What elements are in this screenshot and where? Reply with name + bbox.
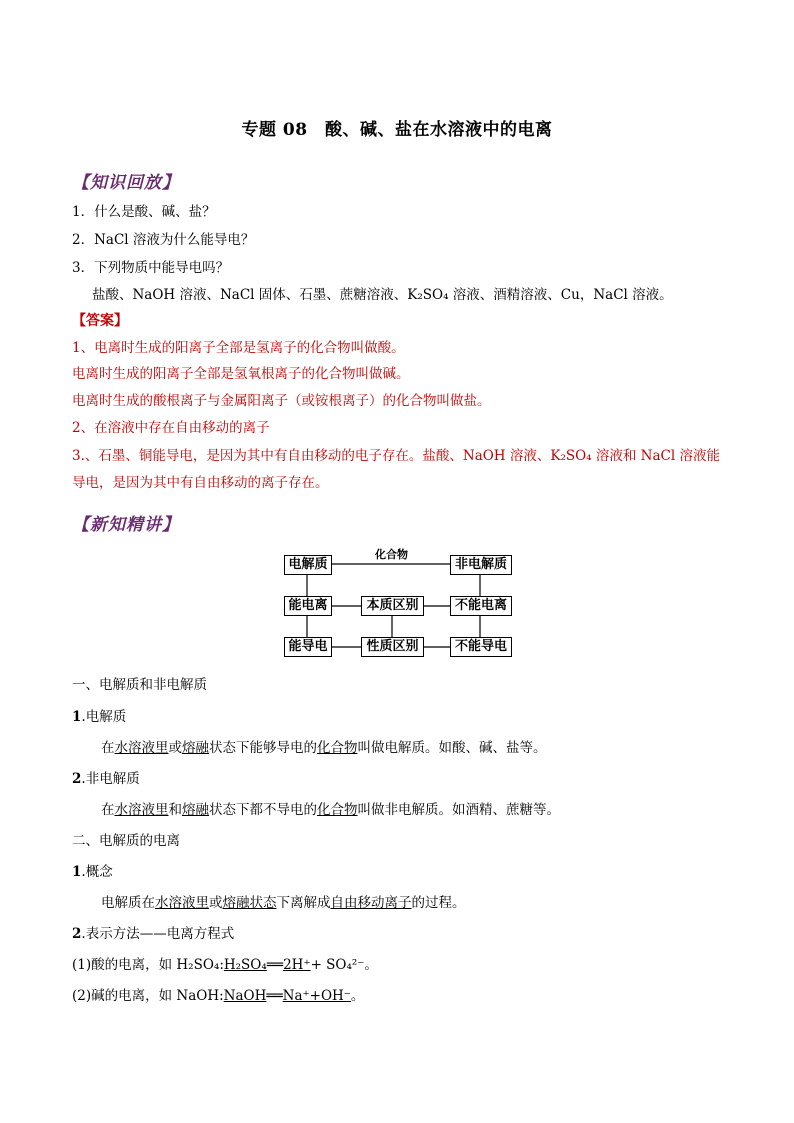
text-fragment: 叫做电解质。如酸、碱、盐等。 xyxy=(357,740,547,756)
subsection-number: 2 xyxy=(72,926,82,942)
electrolyte-definition xyxy=(101,736,547,756)
subsection-1-1 xyxy=(72,705,126,725)
box-cannot-conduct: 不能导电 xyxy=(450,637,512,657)
question-1: 1．什么是酸、碱、盐？ xyxy=(72,204,216,220)
acid-ionization-equation xyxy=(72,953,378,973)
section-1-heading: 一、电解质和非电解质 xyxy=(72,677,207,693)
answer-2: 2、在溶液中存在自由移动的离子 xyxy=(72,420,270,436)
box-property-difference: 性质区别 xyxy=(361,637,424,657)
equals-sign: ══ xyxy=(266,988,283,1004)
underlined-term: 2H⁺ xyxy=(283,957,311,973)
subsection-title: .概念 xyxy=(81,864,113,880)
underlined-term: H₂SO₄ xyxy=(223,957,267,973)
underlined-term: 水溶液里 xyxy=(114,740,169,756)
text-fragment: 在 xyxy=(101,740,115,756)
box-nonelectrolyte: 非电解质 xyxy=(450,555,512,575)
underlined-term: Na⁺+OH⁻ xyxy=(282,988,351,1004)
answer-3: 3.、石墨、铜能导电，是因为其中有自由移动的电子存在。盐酸、NaOH 溶液、K₂SO₄ 溶液和 NaCl 溶液能 xyxy=(72,448,720,464)
text-fragment: 状态下能够导电的 xyxy=(209,740,317,756)
text-fragment: + SO₄²⁻。 xyxy=(310,957,378,973)
base-ionization-equation xyxy=(72,984,364,1004)
subsection-number: 1 xyxy=(72,864,82,880)
ionization-definition xyxy=(101,891,466,911)
answer-label: 【答案】 xyxy=(72,313,128,329)
answer-1: 1、电离时生成的阳离子全部是氢离子的化合物叫做酸。 xyxy=(72,340,405,356)
text-fragment: 或 xyxy=(168,740,182,756)
review-heading: 【知识回放】 xyxy=(72,173,180,193)
question-3: 3．下列物质中能导电吗？ xyxy=(72,260,230,276)
subsection-title: .电解质 xyxy=(81,709,127,725)
concept-diagram xyxy=(280,540,520,660)
subsection-1-2 xyxy=(72,767,140,787)
text-fragment: 或 xyxy=(209,895,223,911)
answer-1-salt: 电离时生成的酸根离子与金属阳离子（或铵根离子）的化合物叫做盐。 xyxy=(72,393,491,409)
text-fragment: 电解质在 xyxy=(101,895,155,911)
underlined-term: 自由移动离子 xyxy=(330,895,412,911)
subsection-2-1 xyxy=(72,860,113,880)
box-can-conduct: 能导电 xyxy=(284,637,332,657)
underlined-term: 水溶液里 xyxy=(155,895,209,911)
answer-3-cont: 导电，是因为其中有自由移动的离子存在。 xyxy=(72,475,329,491)
subsection-number: 1 xyxy=(72,709,82,725)
underlined-term: 化合物 xyxy=(317,802,358,818)
text-fragment: 叫做非电解质。如酒精、蔗糖等。 xyxy=(357,802,560,818)
subsection-title: .表示方法——电离方程式 xyxy=(81,926,235,942)
box-essential-difference: 本质区别 xyxy=(361,596,424,616)
text-fragment: (1)酸的电离，如 H₂SO₄: xyxy=(72,957,224,973)
page-title: 专题 08 酸、碱、盐在水溶液中的电离 xyxy=(241,120,553,140)
diagram-top-label: 化合物 xyxy=(375,548,408,561)
underlined-term: 化合物 xyxy=(317,740,358,756)
nonelectrolyte-definition xyxy=(101,798,560,818)
box-can-ionize: 能电离 xyxy=(284,596,332,616)
text-fragment: 和 xyxy=(168,802,182,818)
text-fragment: 在 xyxy=(101,802,115,818)
text-fragment: (2)碱的电离，如 NaOH: xyxy=(72,988,224,1004)
equals-sign: ══ xyxy=(266,957,284,973)
text-fragment: 的过程。 xyxy=(411,895,466,911)
text-fragment: 下离解成 xyxy=(276,895,331,911)
new-knowledge-heading: 【新知精讲】 xyxy=(72,515,180,535)
subsection-title: .非电解质 xyxy=(81,771,140,787)
box-cannot-ionize: 不能电离 xyxy=(450,596,512,616)
underlined-term: 熔融状态 xyxy=(222,895,277,911)
text-fragment: 。 xyxy=(350,988,365,1004)
underlined-term: NaOH xyxy=(223,988,267,1004)
answer-1-base: 电离时生成的阳离子全部是氢氧根离子的化合物叫做碱。 xyxy=(72,366,410,382)
underlined-term: 水溶液里 xyxy=(114,802,169,818)
box-electrolyte: 电解质 xyxy=(284,555,332,575)
question-3-items: 盐酸、NaOH 溶液、NaCl 固体、石墨、蔗糖溶液、K₂SO₄ 溶液、酒精溶液、Cu，NaCl 溶液。 xyxy=(92,287,673,303)
underlined-term: 熔融 xyxy=(182,740,209,756)
subsection-2-2 xyxy=(72,922,234,942)
subsection-number: 2 xyxy=(72,771,82,787)
underlined-term: 熔融 xyxy=(182,802,209,818)
section-2-heading: 二、电解质的电离 xyxy=(72,833,180,849)
question-2: 2．NaCl 溶液为什么能导电？ xyxy=(72,232,255,248)
text-fragment: 状态下都不导电的 xyxy=(209,802,317,818)
